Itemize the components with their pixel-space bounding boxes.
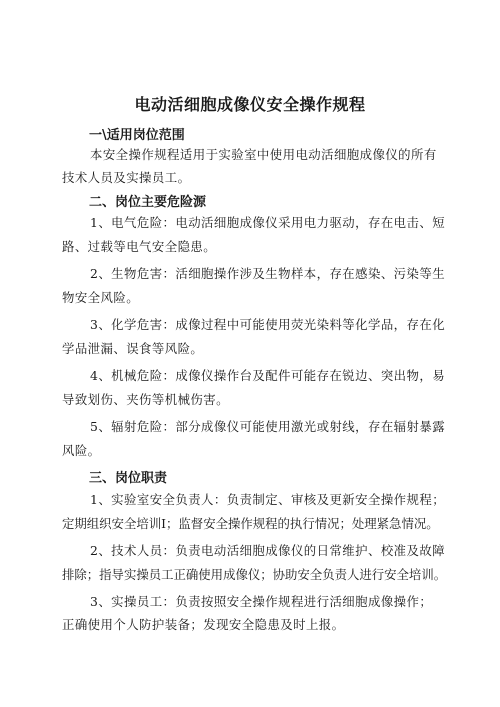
paragraph-line: 3、化学危害：成像过程中可能使用荧光染料等化学品，存在化 [90,317,446,332]
paragraph-line: 路、过载等电气安全隐患。 [62,239,217,254]
document-title: 电动活细胞成像仪安全操作规程 [134,95,366,114]
paragraph-line: 4、机械危险：成像仪操作台及配件可能存在锐边、突出物，易 [90,368,446,383]
paragraph-line: 风险。 [62,443,101,458]
paragraph-line: 物安全风险。 [62,290,140,305]
paragraph-line: 1、实验室安全负责人：负责制定、审核及更新安全操作规程； [90,492,446,507]
paragraph-line: 1、电气危险：电动活细胞成像仪采用电力驱动，存在电击、短 [90,215,446,230]
paragraph-line: 学品泄漏、误食等风险。 [62,341,204,356]
section-heading-duties: 三、岗位职责 [89,471,168,486]
paragraph-line: 导致划伤、夹伤等机械伤害。 [62,392,229,407]
section-heading-hazards: 二、岗位主要危险源 [89,195,207,210]
paragraph-line: 2、生物危害：活细胞操作涉及生物样本，存在感染、污染等生 [90,266,446,281]
paragraph-line: 排除；指导实操员工正确使用成像仪；协助安全负责人进行安全培训。 [62,567,447,582]
paragraph-line: 技术人员及实操员工。 [62,170,191,185]
paragraph-line: 2、技术人员：负责电动活细胞成像仪的日常维护、校准及故障 [90,543,446,558]
section-heading-scope: 一\适用岗位范围 [89,128,185,143]
paragraph-line: 3、实操员工：负责按照安全操作规程进行活细胞成像操作； [90,594,433,609]
paragraph-line: 本安全操作规程适用于实验室中使用电动活细胞成像仪的所有 [90,147,437,162]
paragraph-line: 正确使用个人防护装备；发现安全隐患及时上报。 [62,617,345,632]
paragraph-line: 5、辐射危险：部分成像仪可能使用激光或射线，存在辐射暴露 [90,419,446,434]
paragraph-line: 定期组织安全培训I；监督安全操作规程的执行情况；处理紧急情况。 [62,516,439,531]
